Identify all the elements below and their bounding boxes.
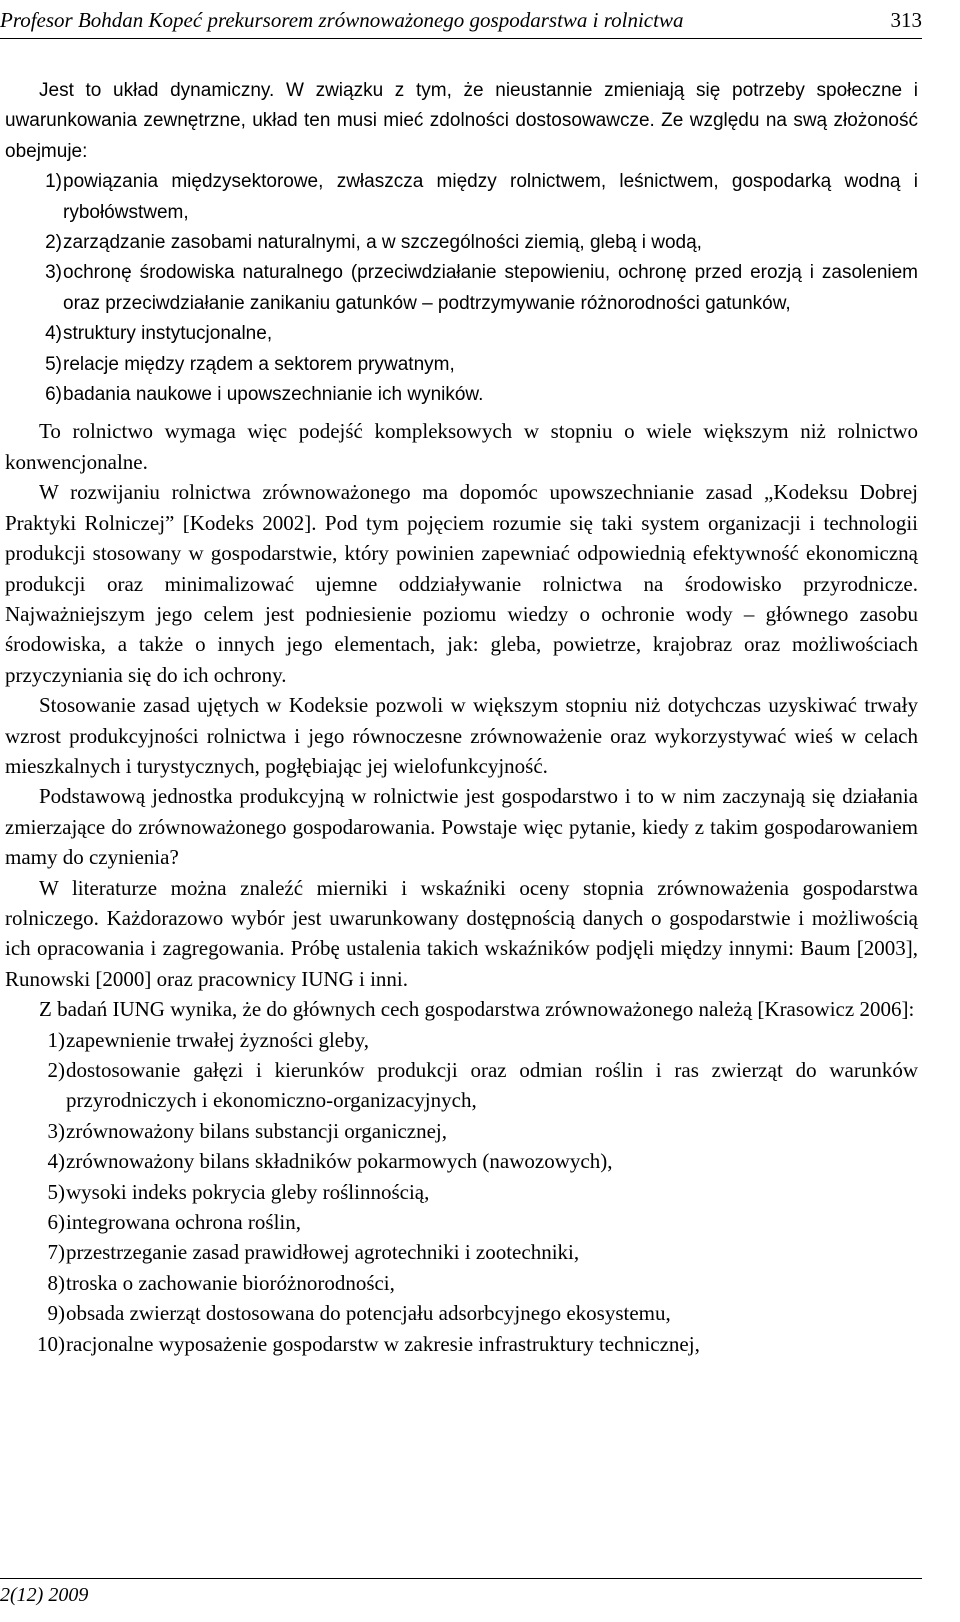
- list-item: 7) przestrzeganie zasad prawidłowej agrotechniki i zootechniki,: [47, 1240, 580, 1265]
- list-item: 6) integrowana ochrona roślin,: [47, 1210, 302, 1235]
- list-item: 3) ochronę środowiska naturalnego (przeciwdziałanie stepowieniu, ochronę przed erozją i zasoleniem oraz przeciwdziałanie zanikaniu gatunków – podtrzymywanie różnorodności gatunków,: [45, 262, 918, 314]
- list-item: 2) zarządzanie zasobami naturalnymi, a w szczególności ziemią, glebą i wodą,: [45, 232, 702, 254]
- body-paragraph: Podstawową jednostka produkcyjną w rolnictwie jest gospodarstwo i to w nim zaczynają się działania zmierzające do zrównoważonego gospodarowania. Powstaje więc pytanie, kiedy z takim gospodarowaniem mamy do czynienia?: [5, 784, 918, 870]
- list-item: 1) zapewnienie trwałej żyzności gleby,: [47, 1027, 370, 1052]
- list-item: 9) obsada zwierząt dostosowana do potencjału adsorbcyjnego ekosystemu,: [47, 1301, 671, 1326]
- intro-block: [5, 76, 918, 410]
- list-item: 5) wysoki indeks pokrycia gleby roślinnością,: [47, 1179, 430, 1204]
- body-paragraph: To rolnictwo wymaga więc podejść kompleksowych w stopniu o wiele większym niż rolnictwo konwencjonalne.: [5, 419, 918, 474]
- list-item: 3) zrównoważony bilans substancji organicznej,: [47, 1118, 448, 1143]
- intro-paragraph: Jest to układ dynamiczny. W związku z tym, że nieustannie zmieniają się potrzeby społeczne i uwarunkowania zewnętrzne, układ ten musi mieć zdolności dostosowawcze. Ze względu na swą złożoność obejmuje:: [5, 80, 918, 162]
- list-item: 1) powiązania międzysektorowe, zwłaszcza między rolnictwem, leśnictwem, gospodarką wodną i rybołówstwem,: [45, 171, 918, 223]
- list-item: 4) struktury instytucjonalne,: [45, 323, 273, 345]
- list-item: 2) dostosowanie gałęzi i kierunków produkcji oraz odmian roślin i ras zwierząt do warunków przyrodniczych i ekonomiczno-organizacyjnych,: [47, 1058, 918, 1113]
- list-item: 5) relacje między rządem a sektorem prywatnym,: [45, 353, 455, 375]
- features-list: [5, 1025, 918, 1359]
- list-item: 4) zrównoważony bilans składników pokarmowych (nawozowych),: [47, 1149, 613, 1174]
- footer-rule: [0, 1578, 922, 1579]
- page-number: 313: [890, 8, 922, 32]
- list-item: 10) racjonalne wyposażenie gospodarstw w zakresie infrastruktury technicznej,: [37, 1331, 700, 1356]
- list-item: 6) badania naukowe i upowszechnianie ich wyników.: [45, 384, 484, 406]
- scope-list: [5, 167, 918, 410]
- running-header: [0, 6, 922, 38]
- page-content: [5, 76, 918, 1359]
- body-paragraph: Stosowanie zasad ujętych w Kodeksie pozwoli w większym stopniu niż dotychczas uzyskiwać trwały wzrost produkcyjności rolnictwa i jego równoczesne zrównoważenie oraz wykorzystywać wieś w celach mieszkalnych i turystycznych, pogłębiając jej wielofunkcyjność.: [5, 693, 918, 778]
- list-item: 8) troska o zachowanie bioróżnorodności,: [47, 1270, 395, 1295]
- issue-footer: 2(12) 2009: [0, 1584, 89, 1606]
- body-paragraph: W literaturze można znaleźć mierniki i wskaźniki oceny stopnia zrównoważenia gospodarstwa rolniczego. Każdorazowo wybór jest uwarunkowany dostępnością danych o gospodarstwie i możliwością ich opracowania i zagregowania. Próbę ustalenia takich wskaźników podjęli między innymi: Baum [2003], Runowski [2000] oraz pracownicy IUNG i inni.: [5, 875, 918, 991]
- body-paragraph: Z badań IUNG wynika, że do głównych cech gospodarstwa zrównoważonego należą [Krasowicz 2006]:: [39, 997, 915, 1022]
- header-rule: [0, 38, 922, 39]
- running-title: Profesor Bohdan Kopeć prekursorem zrównoważonego gospodarstwa i rolnictwa: [0, 8, 684, 32]
- body-paragraph: W rozwijaniu rolnictwa zrównoważonego ma dopomóc upowszechnianie zasad „Kodeksu Dobrej Praktyki Rolniczej” [Kodeks 2002]. Pod tym pojęciem rozumie się taki system organizacji i technologii produkcji stosowany w gospodarstwie, który powinien zapewniać odpowiednią efektywność ekonomiczną produkcji oraz minimalizować ujemne oddziaływanie rolnictwa na środowisko przyrodnicze. Najważniejszym jego celem jest podniesienie poziomu wiedzy o ochronie wody – głównego zasobu środowiska, a także o innych jego elementach, jak: gleba, powietrze, krajobraz oraz możliwościach przyczyniania się do ich ochrony.: [5, 480, 918, 687]
